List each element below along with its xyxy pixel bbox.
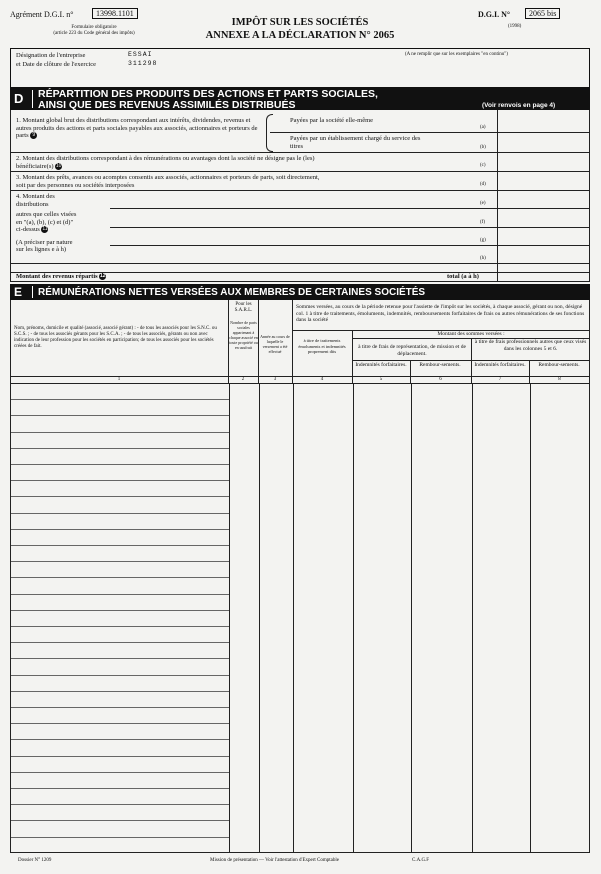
row-line xyxy=(110,208,590,209)
table-row[interactable] xyxy=(11,626,229,627)
table-row[interactable] xyxy=(11,496,229,497)
row-line xyxy=(110,245,590,246)
agrement-label: Agrément D.G.I. n° xyxy=(10,10,74,19)
cloture-label: et Date de clôture de l'exercice xyxy=(16,61,97,68)
agrement-number: 13998.1101 xyxy=(92,8,138,19)
table-row[interactable] xyxy=(11,480,229,481)
col-divider xyxy=(293,383,294,853)
item-2-text: 2. Montant des distributions correspondant à des rémunérations ou avantages dont la société ne désigne pas le (les) bénéficiaire(s) 10 xyxy=(16,155,315,170)
item-1a-text: Payées par la société elle-même xyxy=(290,117,374,124)
table-row[interactable] xyxy=(11,594,229,595)
table-row[interactable] xyxy=(11,739,229,740)
col-6-header: Rembour-sements. xyxy=(419,362,461,368)
total-suffix: total (a à h) xyxy=(447,273,479,280)
letter-g: (g) xyxy=(480,238,486,243)
row-line xyxy=(10,190,590,191)
formulaire-obligatoire: Formulaire obligatoire (article 223 du Code général des impôts) xyxy=(53,25,135,36)
table-row[interactable] xyxy=(11,658,229,659)
dossier-number: Dossier N° 1209 xyxy=(18,858,52,863)
col-number-7: 7 xyxy=(498,377,502,382)
table-row[interactable] xyxy=(11,610,229,611)
letter-h: (h) xyxy=(480,256,486,261)
section-d-letter: D xyxy=(14,91,24,106)
col-5-header: Indemnités forfaitaires. xyxy=(355,362,407,368)
col-1-header: Nom, prénoms, domicile et qualité (associé, associé gérant) : - de tous les associés pour les S.N.C. ou S.C.S. ; - de tous les associés gérants pour les S.C.A. ; - de tous les associés, gérants ou non avec indication de leur profession pour les sociétés en participation; de tous les associés pour les sociétés créées de fait. xyxy=(14,326,217,349)
total-label: Montant des revenus répartis 12 xyxy=(16,273,106,280)
note-circle-icon: 11 xyxy=(42,226,48,233)
section-e-divider xyxy=(32,286,33,298)
table-row[interactable] xyxy=(11,529,229,530)
section-e-title: RÉMUNÉRATIONS NETTES VERSÉES AUX MEMBRES DE CERTAINES SOCIÉTÉS xyxy=(38,287,426,298)
col-divider xyxy=(229,383,230,853)
letter-b: (b) xyxy=(480,145,486,150)
designation-value[interactable]: ESSAI xyxy=(128,51,153,58)
col-number-2: 2 xyxy=(241,377,245,382)
col-number-4: 4 xyxy=(320,377,324,382)
col-divider xyxy=(353,383,354,853)
letter-e: (e) xyxy=(480,201,486,206)
col-number-6: 6 xyxy=(439,377,442,382)
col-number-1: 1 xyxy=(117,377,121,382)
col-number-5: 5 xyxy=(379,377,383,382)
row-line xyxy=(270,132,590,133)
form-year: (1998) xyxy=(508,24,522,29)
table-row[interactable] xyxy=(11,707,229,708)
table-row[interactable] xyxy=(11,448,229,449)
item-1b-text: Payées par un établissement chargé du service des titres xyxy=(290,135,421,150)
item-3-text: 3. Montant des prêts, avances ou acomptes consentis aux associés, actionnaires et porteurs de parts, soit directement, soit par des personnes ou sociétés interposées xyxy=(16,174,320,189)
col-2-header: Nombre de parts sociales appartenant à chaque associé en toute propriété ou en usufruit xyxy=(229,320,258,350)
table-row[interactable] xyxy=(11,675,229,676)
cloture-value[interactable]: 311298 xyxy=(128,60,158,67)
table-row[interactable] xyxy=(11,837,229,838)
designation-label: Désignation de l'entreprise xyxy=(16,52,86,59)
row-line xyxy=(10,263,590,264)
letter-a: (a) xyxy=(480,125,486,130)
continu-note: (A ne remplir que sur les exemplaires "en continu") xyxy=(405,52,508,57)
section-d-title: RÉPARTITION DES PRODUITS DES ACTIONS ET PARTS SOCIALES, AINSI QUE DES REVENUS ASSIMILÉS DISTRIBUÉS xyxy=(38,88,378,111)
prof-header: à titre de frais professionnels autres que ceux visés dans les colonnes 5 et 6. xyxy=(474,339,587,352)
col-3-header: Année au cours de laquelle le versement a été effectué xyxy=(260,334,290,354)
table-row[interactable] xyxy=(11,415,229,416)
row-line xyxy=(10,171,590,172)
col-7-header: Indemnités forfaitaires. xyxy=(474,362,526,368)
note-circle-icon: 9 xyxy=(30,132,37,139)
col-divider xyxy=(411,383,412,853)
table-row[interactable] xyxy=(11,432,229,433)
section-e-letter: E xyxy=(14,285,23,299)
dgi-number: 2065 bis xyxy=(525,8,560,19)
col-divider xyxy=(472,383,473,853)
pour-sarl-label: Pour les S.A.R.L. xyxy=(234,302,253,313)
brace-icon xyxy=(266,114,273,152)
table-row[interactable] xyxy=(11,561,229,562)
table-row[interactable] xyxy=(11,464,229,465)
letter-f: (f) xyxy=(480,220,485,225)
table-row[interactable] xyxy=(11,545,229,546)
section-d-renvois: (Voir renvois en page 4) xyxy=(482,102,556,109)
table-row[interactable] xyxy=(11,756,229,757)
table-row[interactable] xyxy=(11,804,229,805)
note-circle-icon: 12 xyxy=(100,273,106,280)
table-row[interactable] xyxy=(11,723,229,724)
letter-d: (d) xyxy=(480,182,486,187)
frais-header: à titre de frais de représentation, de mission et de déplacement. xyxy=(358,344,466,357)
note-circle-icon: 10 xyxy=(55,162,62,169)
row-line xyxy=(110,227,590,228)
table-row[interactable] xyxy=(11,642,229,643)
table-row[interactable] xyxy=(11,691,229,692)
item-1-text: 1. Montant global brut des distributions correspondant aux intérêts, dividendes, revenus et autres produits des actions et parts sociales payables aux associés, actionnaires et porteurs de parts 9 xyxy=(16,117,258,139)
col-number-3: 3 xyxy=(273,377,277,382)
value-column-divider xyxy=(497,110,498,282)
row-line xyxy=(352,360,590,361)
cagf-label: C.A.G.F xyxy=(412,858,430,863)
col-8-header: Rembour-sements. xyxy=(538,362,580,368)
dgi-label: D.G.I. N° xyxy=(478,10,511,19)
section-d-divider xyxy=(32,90,33,108)
sommes-header: Sommes versées, au cours de la période retenue pour l'assiette de l'impôt sur les sociétés, à chaque associé, gérant ou non, désigné col. 1 à titre de traitements, émoluments, indemnités, remboursements forfaitaires de frais ou autres rémunérations de ses fonctions dans la société xyxy=(296,304,585,323)
mission-note: Mission de présentation — Voir l'attestation d'Expert Comptable xyxy=(210,858,339,863)
col-divider xyxy=(530,383,531,853)
table-row[interactable] xyxy=(11,577,229,578)
table-row[interactable] xyxy=(11,513,229,514)
page-title: IMPÔT SUR LES SOCIÉTÉS ANNEXE A LA DÉCLARATION N° 2065 xyxy=(205,17,395,41)
col-number-8: 8 xyxy=(558,377,561,382)
table-row[interactable] xyxy=(11,772,229,773)
item-4-text: 4. Montant des distributions autres que celles visées en "(a), (b), (c) et (d)" ci-dessus 11 (A préciser par nature sur les lignes e à h) xyxy=(16,193,77,253)
row-line xyxy=(10,152,590,153)
letter-c: (c) xyxy=(480,163,486,168)
table-row[interactable] xyxy=(11,399,229,400)
table-row[interactable] xyxy=(11,820,229,821)
section-e-table xyxy=(10,383,590,853)
col-4-header: à titre de traitements émoluments et indemnités proprement dits xyxy=(298,338,346,354)
table-row[interactable] xyxy=(11,788,229,789)
col-divider xyxy=(259,383,260,853)
montant-header: Montant des sommes versées : xyxy=(437,331,505,337)
